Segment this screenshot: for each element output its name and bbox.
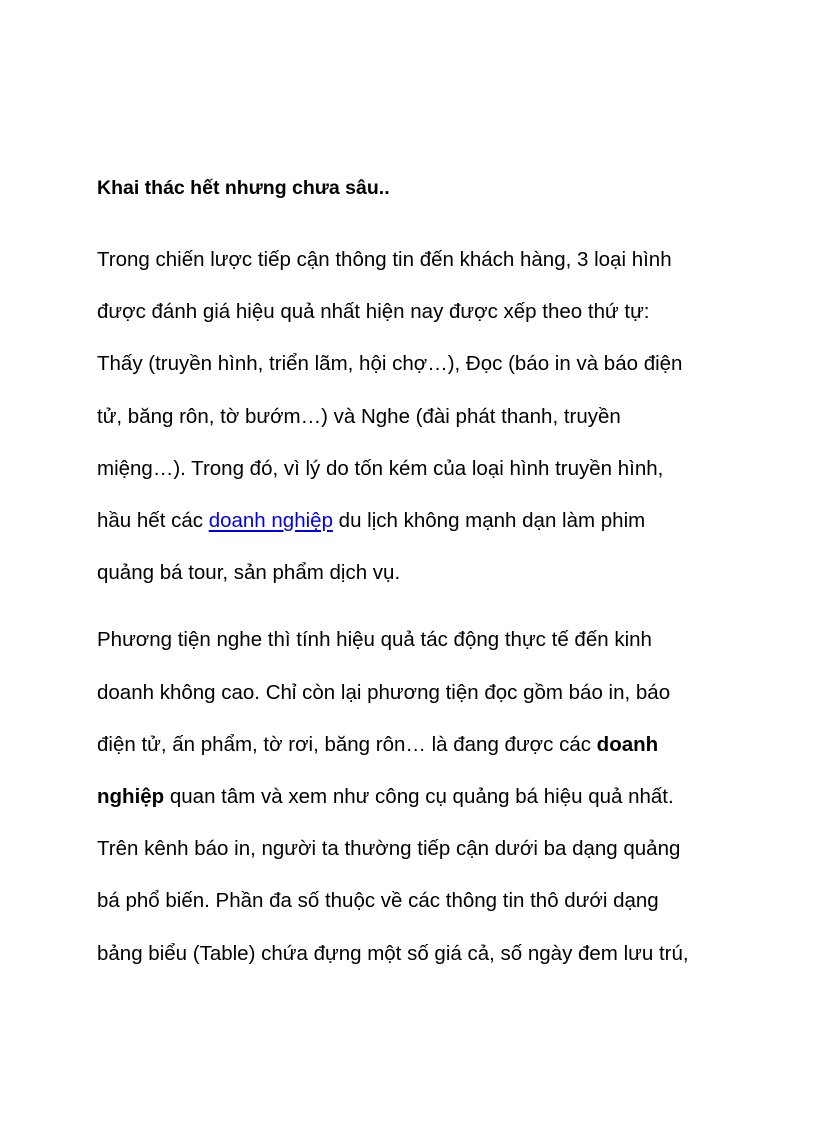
paragraph-2-line-6: bá phổ biến. Phần đa số thuộc về các thông tin thô dưới dạng bbox=[97, 889, 659, 913]
paragraph-2-line-4 bbox=[97, 771, 737, 823]
document-body bbox=[97, 169, 737, 980]
paragraph-2-line-3 bbox=[97, 719, 737, 771]
paragraph-1-line-1: Trong chiến lược tiếp cận thông tin đến khách hàng, 3 loại hình bbox=[97, 248, 672, 271]
paragraph-1-line-5: miệng…). Trong đó, vì lý do tốn kém của loại hình truyền hình, bbox=[97, 456, 664, 480]
line-text: hầu hết các bbox=[97, 509, 209, 533]
doanh-nghiep-link[interactable]: doanh nghiệp bbox=[208, 509, 333, 533]
paragraph-1-line-3: Thấy (truyền hình, triển lãm, hội chợ…), Đọc (báo in và báo điện bbox=[97, 352, 683, 376]
paragraph-2-line-5: Trên kênh báo in, người ta thường tiếp cận dưới ba dạng quảng bbox=[97, 837, 681, 861]
bold-term: nghiệp bbox=[97, 785, 165, 809]
paragraph-2-line-2: doanh không cao. Chỉ còn lại phương tiện đọc gồm báo in, báo bbox=[97, 680, 671, 704]
paragraph-2-line-1: Phương tiện nghe thì tính hiệu quả tác động thực tế đến kinh bbox=[97, 628, 652, 652]
line-text: quan tâm và xem như công cụ quảng bá hiệu quả nhất. bbox=[164, 785, 674, 809]
paragraph-1-line-2: được đánh giá hiệu quả nhất hiện nay được xếp theo thứ tự: bbox=[97, 300, 650, 324]
paragraph-1-line-7: quảng bá tour, sản phẩm dịch vụ. bbox=[97, 561, 401, 585]
paragraph-1-line-6 bbox=[97, 495, 737, 547]
line-text: du lịch không mạnh dạn làm phim bbox=[332, 509, 646, 533]
line-text: điện tử, ấn phẩm, tờ rơi, băng rôn… là đang được các bbox=[97, 732, 597, 756]
section-heading: Khai thác hết nhưng chưa sâu.. bbox=[97, 177, 390, 199]
paragraph-2 bbox=[97, 614, 737, 979]
paragraph-1-line-4: tử, băng rôn, tờ bướm…) và Nghe (đài phát thanh, truyền bbox=[97, 404, 621, 428]
paragraph-1 bbox=[97, 234, 737, 599]
bold-term: doanh bbox=[596, 732, 659, 756]
paragraph-2-line-7: bảng biểu (Table) chứa đựng một số giá cả, số ngày đem lưu trú, bbox=[97, 941, 689, 965]
